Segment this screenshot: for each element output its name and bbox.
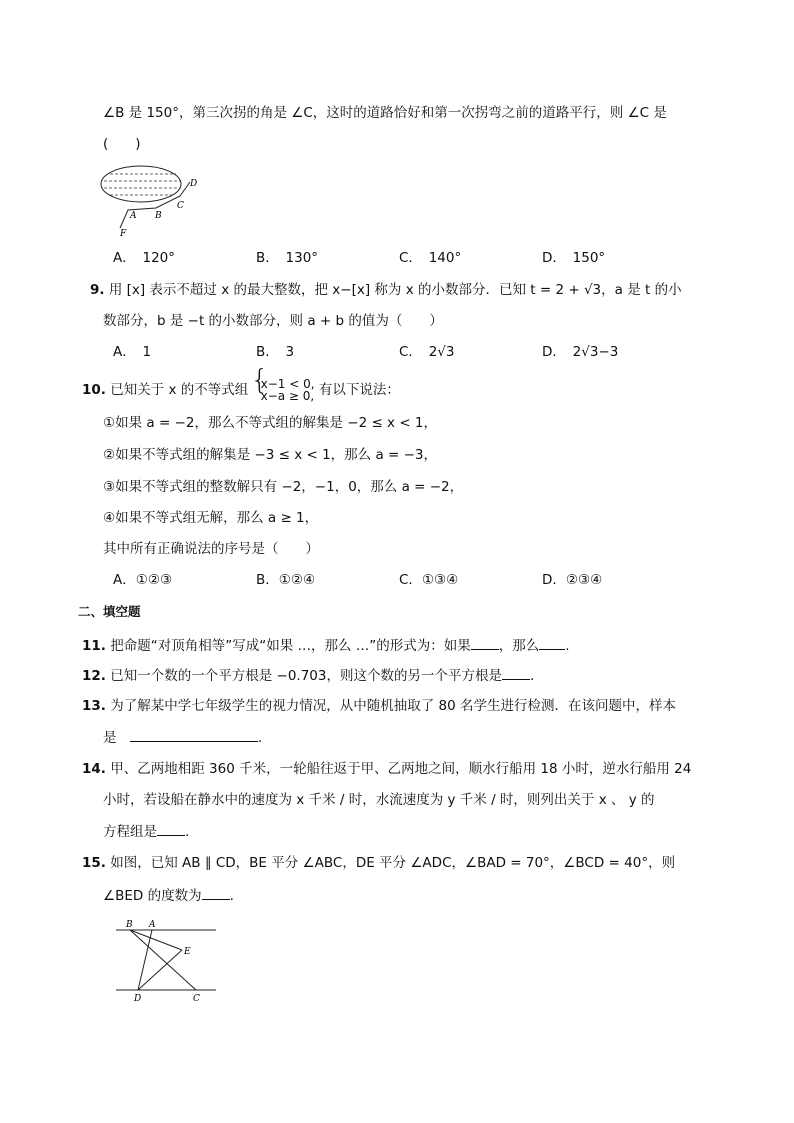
q14-blank[interactable] [157, 822, 185, 836]
q10-statement-2: ②如果不等式组的解集是 −3 ≤ x < 1，那么 a = −3， [103, 447, 438, 463]
q15-figure [110, 914, 220, 1006]
q14-line2: 小时，若设船在静水中的速度为 x 千米 / 时，水流速度为 y 千米 / 时，则列出关于 x 、 y 的 [103, 792, 655, 808]
q8-line1: ∠B 是 150°，第三次拐的角是 ∠C，这时的道路恰好和第一次拐弯之前的道路平行，则 ∠C 是 [103, 105, 667, 121]
q10-statement-4: ④如果不等式组无解，那么 a ≥ 1， [103, 510, 319, 526]
q9-line2: 数部分，b 是 −t 的小数部分，则 a + b 的值为（ ） [103, 313, 443, 329]
label-E: E [184, 947, 191, 957]
q14-line3: 方程组是 . [103, 824, 190, 840]
q15-line1: 15. 如图，已知 AB ∥ CD，BE 平分 ∠ABC，DE 平分 ∠ADC，∠BAD = 70°，∠BCD = 40°，则 [82, 855, 676, 871]
q14-line1: 14. 甲、乙两地相距 360 千米，一轮船往返于甲、乙两地之间，顺水行船用 18 小时，逆水行船用 24 [82, 761, 692, 777]
q12-blank[interactable] [502, 666, 530, 680]
q9-line1: 9. 用 [x] 表示不超过 x 的最大整数，把 x−[x] 称为 x 的小数部分．已知 t = 2 + √3，a 是 t 的小 [90, 282, 682, 298]
label-B: B [155, 211, 162, 221]
label-D: D [134, 994, 142, 1004]
q9-option-b[interactable]: B． 3 [256, 344, 295, 360]
q11-blank-1[interactable] [471, 636, 499, 650]
q15-blank[interactable] [202, 886, 230, 900]
segment-DE [138, 950, 182, 990]
q8-option-d[interactable]: D． 150° [542, 250, 606, 266]
label-C: C [177, 201, 184, 211]
q8-option-c[interactable]: C． 140° [399, 250, 462, 266]
q8-option-a[interactable]: A． 120° [113, 250, 176, 266]
inequality-system: { x−1 < 0, x−a ≥ 0, [253, 378, 315, 402]
q10-option-d[interactable]: D．②③④ [542, 572, 603, 588]
q11-line: 11. 把命题“对顶角相等”写成“如果 …，那么 …”的形式为：如果 ，那么 . [82, 638, 570, 654]
label-B: B [126, 920, 133, 930]
q15-line2: ∠BED 的度数为 . [103, 888, 234, 904]
q10-stem: 10. 已知关于 x 的不等式组 { x−1 < 0, x−a ≥ 0, 有以下说法： [82, 378, 400, 402]
q10-option-a[interactable]: A．①②③ [113, 572, 173, 588]
q9-option-d[interactable]: D． 2√3−3 [542, 344, 619, 360]
label-F: F [120, 229, 127, 239]
q10-statement-1: ①如果 a = −2，那么不等式组的解集是 −2 ≤ x < 1， [103, 415, 438, 431]
q10-option-b[interactable]: B．①②④ [256, 572, 316, 588]
label-A: A [149, 920, 156, 930]
q8-option-b[interactable]: B． 130° [256, 250, 319, 266]
q13-line2: 是 . [103, 730, 263, 746]
q10-ask: 其中所有正确说法的序号是（ ） [103, 541, 319, 557]
label-A: A [130, 211, 137, 221]
q12-line: 12. 已知一个数的一个平方根是 −0.703，则这个数的另一个平方根是 . [82, 668, 535, 684]
q13-line1: 13. 为了解某中学七年级学生的视力情况，从中随机抽取了 80 名学生进行检测．在该问题中，样本 [82, 698, 676, 714]
q10-statement-3: ③如果不等式组的整数解只有 −2，−1，0，那么 a = −2， [103, 479, 464, 495]
q13-blank[interactable] [130, 728, 258, 742]
lake-ellipse [101, 166, 181, 202]
q9-option-c[interactable]: C． 2√3 [399, 344, 455, 360]
section-title: 二、填空题 [78, 604, 141, 619]
label-C: C [193, 994, 200, 1004]
label-D: D [190, 179, 198, 189]
q10-option-c[interactable]: C．①③④ [399, 572, 459, 588]
q8-paren: ( ) [103, 136, 141, 152]
q11-blank-2[interactable] [539, 636, 565, 650]
q9-option-a[interactable]: A． 1 [113, 344, 152, 360]
q8-figure [98, 160, 208, 240]
segment-BE [130, 930, 182, 950]
